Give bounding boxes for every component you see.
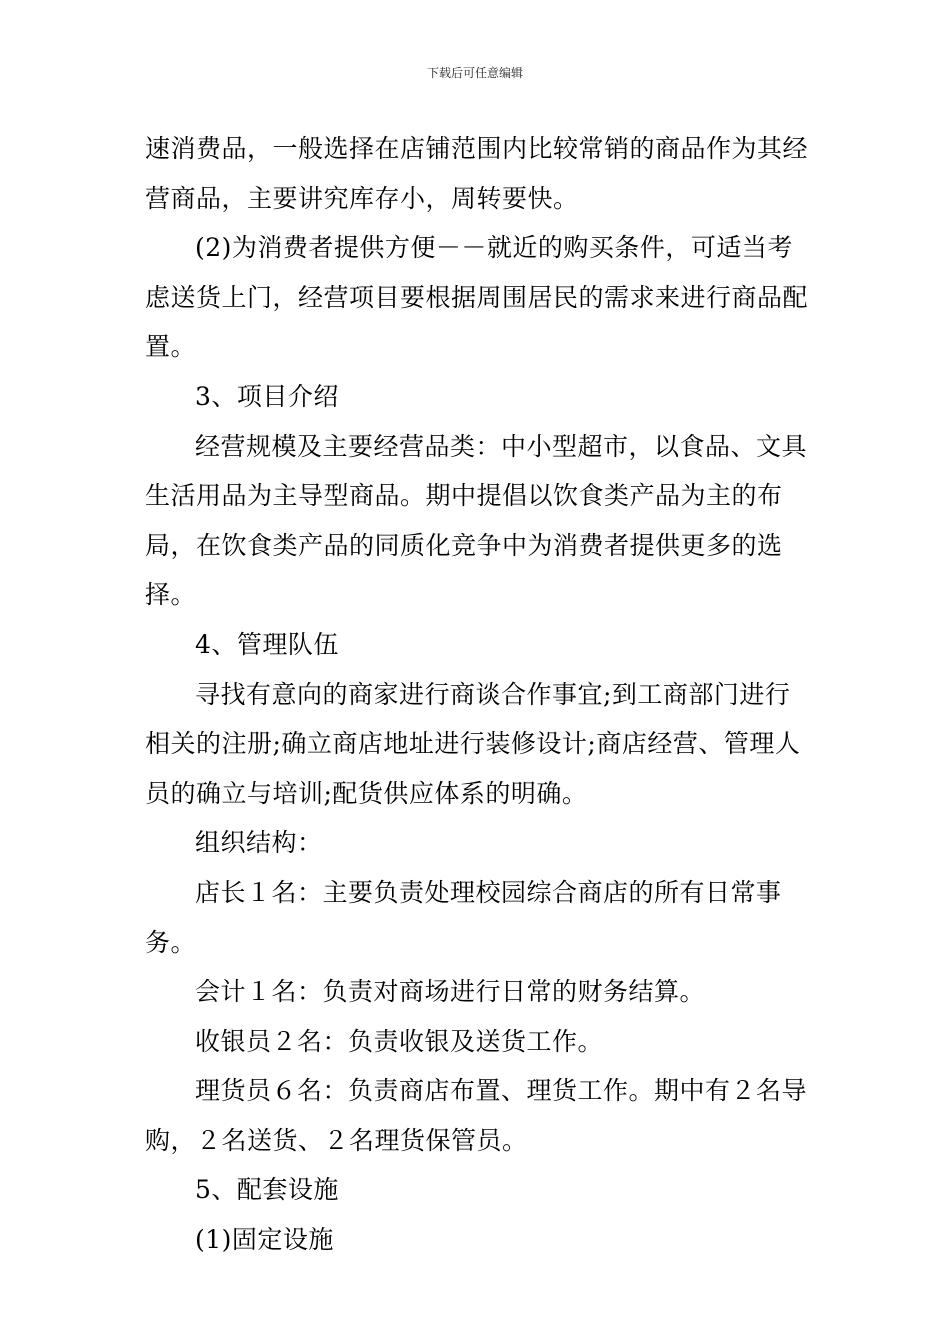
section-heading: 5、配套设施 [195, 1175, 339, 1205]
list-item: 店长１名：主要负责处理校园综合商店的所有日常事务。 [145, 877, 782, 957]
document-body [145, 124, 810, 1265]
section-heading: 4、管理队伍 [195, 629, 339, 659]
subheading: (1)固定设施 [195, 1225, 334, 1255]
paragraph: 经营规模及主要经营品类：中小型超市，以食品、文具生活用品为主导型商品。期中提倡以饮食类产品为主的布局，在饮食类产品的同质化竞争中为消费者提供更多的选择。 [145, 431, 808, 610]
paragraph: (2)为消费者提供方便－－就近的购买条件，可适当考虑送货上门，经营项目要根据周围居民的需求来进行商品配置。 [145, 233, 809, 362]
page-header: 下载后可任意编辑 [426, 66, 523, 80]
subheading: 组织结构： [195, 828, 323, 858]
list-item: 收银员２名：负责收银及送货工作。 [195, 1026, 604, 1056]
section-heading: 3、项目介绍 [195, 381, 339, 411]
list-item: 理货员６名：负责商店布置、理货工作。期中有２名导购，２名送货、２名理货保管员。 [145, 1076, 808, 1155]
paragraph: 速消费品，一般选择在店铺范围内比较常销的商品作为其经营商品，主要讲究库存小，周转要快。 [145, 134, 809, 213]
list-item: 会计１名：负责对商场进行日常的财务结算。 [195, 977, 706, 1007]
paragraph: 寻找有意向的商家进行商谈合作事宜;到工商部门进行相关的注册;确立商店地址进行装修设计;商店经营、管理人员的确立与培训;配货供应体系的明确。 [145, 679, 801, 808]
